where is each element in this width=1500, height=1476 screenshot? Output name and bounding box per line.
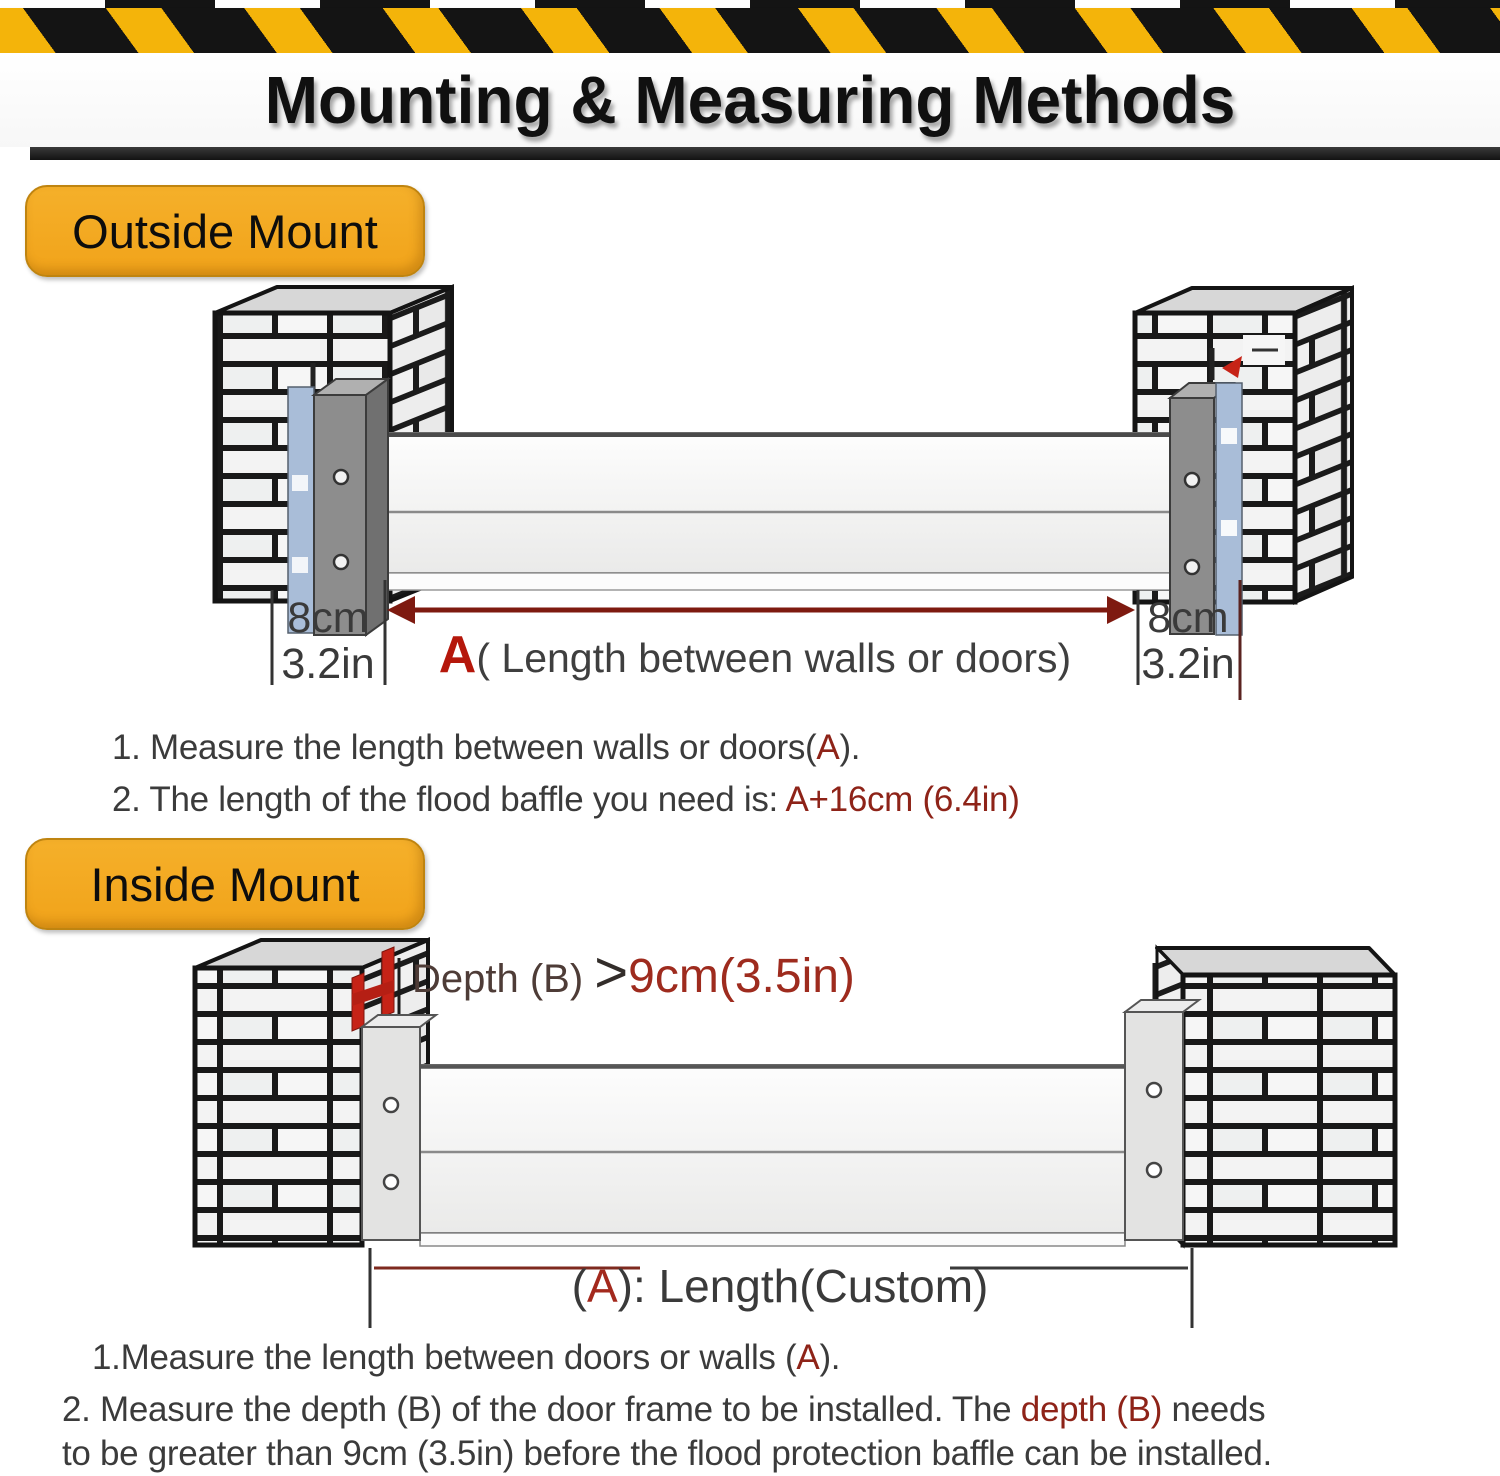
inside-mount-diagram [0, 930, 1500, 1340]
inside-step-2-em: depth (B) [1020, 1390, 1163, 1429]
outside-step-2-em: A+16cm (6.4in) [785, 780, 1020, 819]
screw-hole [384, 1175, 398, 1189]
length-label: (A): Length(Custom) [571, 1260, 989, 1312]
hazard-tape-icon [0, 8, 1500, 53]
dim-right-in: 3.2in [1141, 640, 1235, 688]
brick-pillar-right [1157, 948, 1395, 1245]
inside-step-2-line2: to be greater than 9cm (3.5in) before the flood protection baffle can be installed. [62, 1434, 1272, 1473]
flood-baffle [420, 1065, 1125, 1246]
length-measurement [370, 1248, 1192, 1328]
inside-step-1-em: A [796, 1338, 820, 1377]
outside-step-1-em: A [816, 728, 840, 767]
hazard-tape-fragment [0, 0, 1500, 8]
outside-mount-diagram [0, 280, 1500, 710]
screw-hole [334, 470, 348, 484]
span-measurement [272, 580, 1240, 700]
dim-left-in: 3.2in [281, 640, 375, 688]
dim-left-cm: 8cm [287, 594, 369, 642]
inside-mount-badge-label: Inside Mount [90, 857, 360, 911]
screw-hole [334, 555, 348, 569]
outside-step-2: 2. The length of the flood baffle you need is: A+16cm (6.4in) [112, 780, 1020, 819]
title-band [0, 53, 1500, 147]
depth-label: Depth (B) >9cm(3.5in) [412, 940, 855, 1005]
screw-hole [1147, 1083, 1161, 1097]
span-label: A( Length between walls or doors) [438, 626, 1072, 684]
outside-mount-badge-label: Outside Mount [72, 204, 378, 258]
inside-step-2: 2. Measure the depth (B) of the door frame to be installed. The depth (B) needs to be greater than 9cm (3.5in) before the flood protection baffle can be installed. [62, 1390, 1272, 1473]
inside-step-1: 1.Measure the length between doors or walls (A). [92, 1338, 841, 1377]
screw-hole [1185, 473, 1199, 487]
flood-baffle [330, 433, 1185, 590]
dim-right-cm: 8cm [1147, 594, 1229, 642]
page-title: Mounting & Measuring Methods [264, 62, 1236, 138]
mounting-bracket-right [1170, 348, 1242, 635]
screw-hole [384, 1098, 398, 1112]
screw-hole [1147, 1163, 1161, 1177]
title-underline [30, 147, 1500, 160]
inside-mount-badge [25, 838, 425, 930]
screw-hole [1185, 560, 1199, 574]
outside-mount-badge [25, 185, 425, 277]
outside-step-1: 1. Measure the length between walls or doors(A). [112, 728, 861, 767]
